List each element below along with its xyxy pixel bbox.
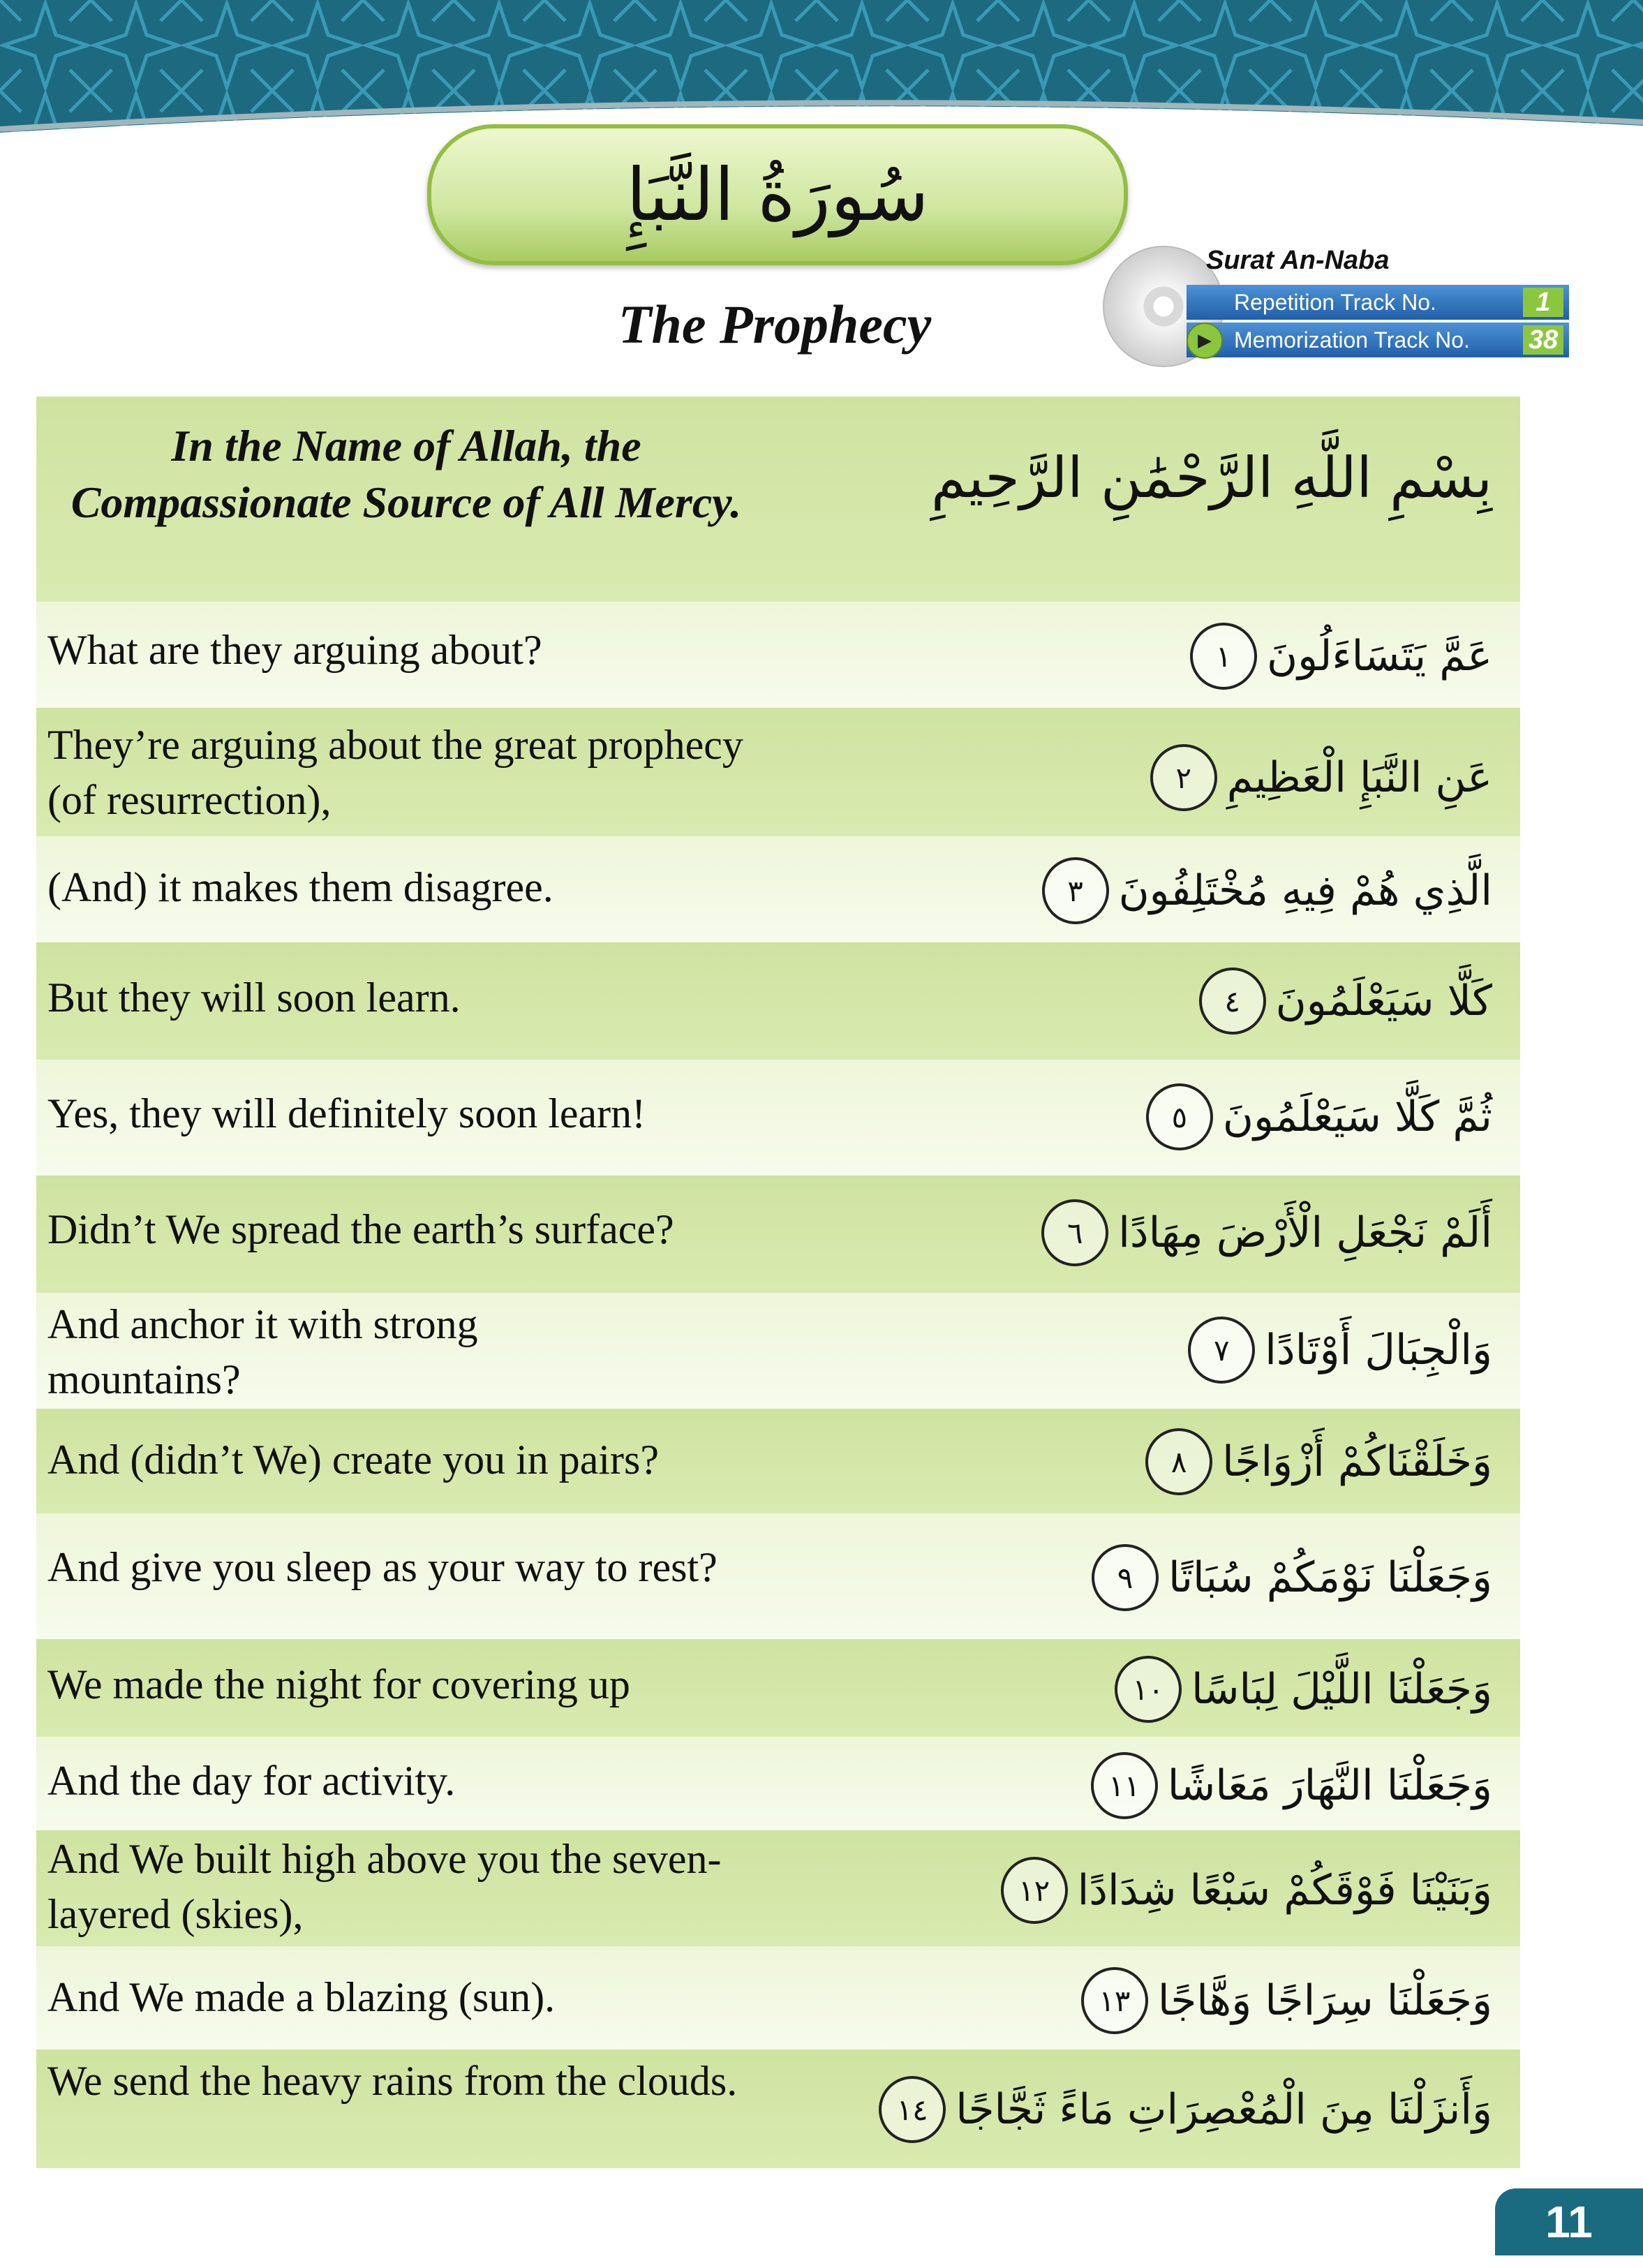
ayah-number: ٧	[1188, 1317, 1255, 1384]
verse-arabic	[1092, 1544, 1492, 1611]
verse-arabic	[1081, 1967, 1492, 2034]
verse-english: And give you sleep as your way to rest?	[47, 1544, 718, 1590]
ayah-number: ١٢	[1001, 1857, 1068, 1924]
verse-arabic-text: عَنِ النَّبَإِ الْعَظِيمِ	[1226, 753, 1492, 802]
track-number: 38	[1523, 325, 1563, 355]
verse-english: (And) it makes them disagree.	[47, 864, 553, 910]
verse-arabic-text: أَلَمْ نَجْعَلِ الْأَرْضَ مِهَادًا	[1118, 1208, 1492, 1257]
surah-title-arabic: سُورَةُ النَّبَإِ	[626, 152, 929, 237]
verse-arabic	[1001, 1857, 1492, 1924]
ayah-number: ٦	[1041, 1199, 1108, 1266]
surah-title-pill	[427, 124, 1128, 265]
verse-english: And (didn’t We) create you in pairs?	[47, 1437, 660, 1483]
verse-row	[36, 1513, 1520, 1639]
memorization-track	[1187, 323, 1569, 357]
verse-row	[36, 1737, 1520, 1830]
verse-arabic-text: كَلَّا سَيَعْلَمُونَ	[1275, 977, 1492, 1025]
verse-row	[36, 1176, 1520, 1293]
verse-english: Didn’t We spread the earth’s surface?	[47, 1206, 674, 1252]
ayah-number: ٨	[1145, 1428, 1212, 1495]
ayah-number: ٩	[1092, 1544, 1159, 1611]
verse-row	[36, 1060, 1520, 1176]
verse-arabic	[1042, 857, 1492, 924]
verse-arabic	[1188, 1317, 1492, 1384]
ayah-number: ١	[1190, 623, 1257, 690]
ayah-number: ١٤	[879, 2076, 946, 2143]
basmala-english: In the Name of Allah, the Compassionate Source of All Mercy.	[70, 421, 742, 528]
verse-row	[36, 1830, 1520, 1946]
ayah-number: ١١	[1091, 1752, 1158, 1819]
ayah-number: ٤	[1199, 968, 1266, 1035]
track-label: Repetition Track No.	[1234, 289, 1436, 315]
verse-english: They’re arguing about the great prophecy (of resurrection),	[47, 722, 743, 824]
verse-row	[36, 1293, 1520, 1409]
verse-arabic-text: وَأَنزَلْنَا مِنَ الْمُعْصِرَاتِ مَاءً ثَجَّاجًا	[956, 2085, 1492, 2134]
verse-english: And We built high above you the seven-layered (skies),	[47, 1836, 722, 1938]
verse-english: We send the heavy rains from the clouds.	[47, 2058, 738, 2104]
verse-row	[36, 836, 1520, 942]
verse-arabic	[1146, 1083, 1492, 1150]
track-label: Memorization Track No.	[1234, 327, 1470, 353]
verse-english: We made the night for covering up	[47, 1661, 630, 1707]
ayah-number: ٥	[1146, 1083, 1213, 1150]
verse-row	[36, 602, 1520, 708]
verse-arabic-text: وَجَعَلْنَا اللَّيْلَ لِبَاسًا	[1191, 1665, 1492, 1714]
surah-title-english: The Prophecy	[618, 294, 932, 355]
verse-english: And the day for activity.	[47, 1758, 456, 1804]
track-number: 1	[1523, 288, 1563, 317]
basmala-arabic-text: بِسْمِ اللَّهِ الرَّحْمَٰنِ الرَّحِيمِ	[930, 445, 1492, 510]
verse-arabic-text: عَمَّ يَتَسَاءَلُونَ	[1267, 632, 1492, 681]
basmala-arabic	[931, 445, 1492, 510]
verse-row	[36, 942, 1520, 1060]
verse-english: And anchor it with strong mountains?	[47, 1301, 478, 1403]
ayah-number: ٢	[1150, 744, 1217, 811]
verse-arabic-text: وَجَعَلْنَا النَّهَارَ مَعَاشًا	[1167, 1761, 1492, 1810]
verse-row	[36, 1409, 1520, 1513]
verse-arabic	[879, 2076, 1492, 2143]
verse-arabic-text: وَجَعَلْنَا سِرَاجًا وَهَّاجًا	[1157, 1976, 1492, 2025]
ayah-number: ١٠	[1115, 1656, 1182, 1723]
verse-english: Yes, they will definitely soon learn!	[47, 1090, 646, 1136]
verse-arabic	[1190, 623, 1492, 690]
basmala-row	[36, 396, 1520, 602]
verse-arabic	[1115, 1656, 1492, 1723]
page-number: 11	[1495, 2188, 1643, 2255]
verse-english: But they will soon learn.	[47, 974, 461, 1021]
verse-english: And We made a blazing (sun).	[47, 1974, 556, 2020]
play-icon[interactable]: ▶	[1187, 323, 1223, 359]
verse-arabic	[1150, 744, 1492, 811]
verse-row	[36, 1946, 1520, 2050]
verse-arabic-text: الَّذِي هُمْ فِيهِ مُخْتَلِفُونَ	[1118, 866, 1492, 915]
verse-row	[36, 708, 1520, 836]
verse-arabic-text: وَجَعَلْنَا نَوْمَكُمْ سُبَاتًا	[1168, 1553, 1492, 1602]
verse-arabic	[1091, 1752, 1492, 1819]
verse-arabic	[1041, 1199, 1492, 1266]
verse-row	[36, 2050, 1520, 2168]
repetition-track	[1187, 285, 1569, 320]
ayah-number: ٣	[1042, 857, 1109, 924]
verse-arabic-text: وَخَلَقْنَاكُمْ أَزْوَاجًا	[1222, 1437, 1492, 1486]
verse-arabic-text: ثُمَّ كَلَّا سَيَعْلَمُونَ	[1222, 1092, 1492, 1141]
verse-arabic-text: وَبَنَيْنَا فَوْقَكُمْ سَبْعًا شِدَادًا	[1077, 1866, 1492, 1915]
surat-label: Surat An-Naba	[1206, 246, 1390, 275]
verse-arabic	[1145, 1428, 1492, 1495]
verse-english: What are they arguing about?	[47, 627, 542, 673]
verse-arabic	[1199, 968, 1492, 1035]
verse-arabic-text: وَالْجِبَالَ أَوْتَادًا	[1265, 1326, 1492, 1374]
ayah-number: ١٣	[1081, 1967, 1148, 2034]
verse-row	[36, 1639, 1520, 1737]
decorative-banner	[0, 0, 1643, 133]
